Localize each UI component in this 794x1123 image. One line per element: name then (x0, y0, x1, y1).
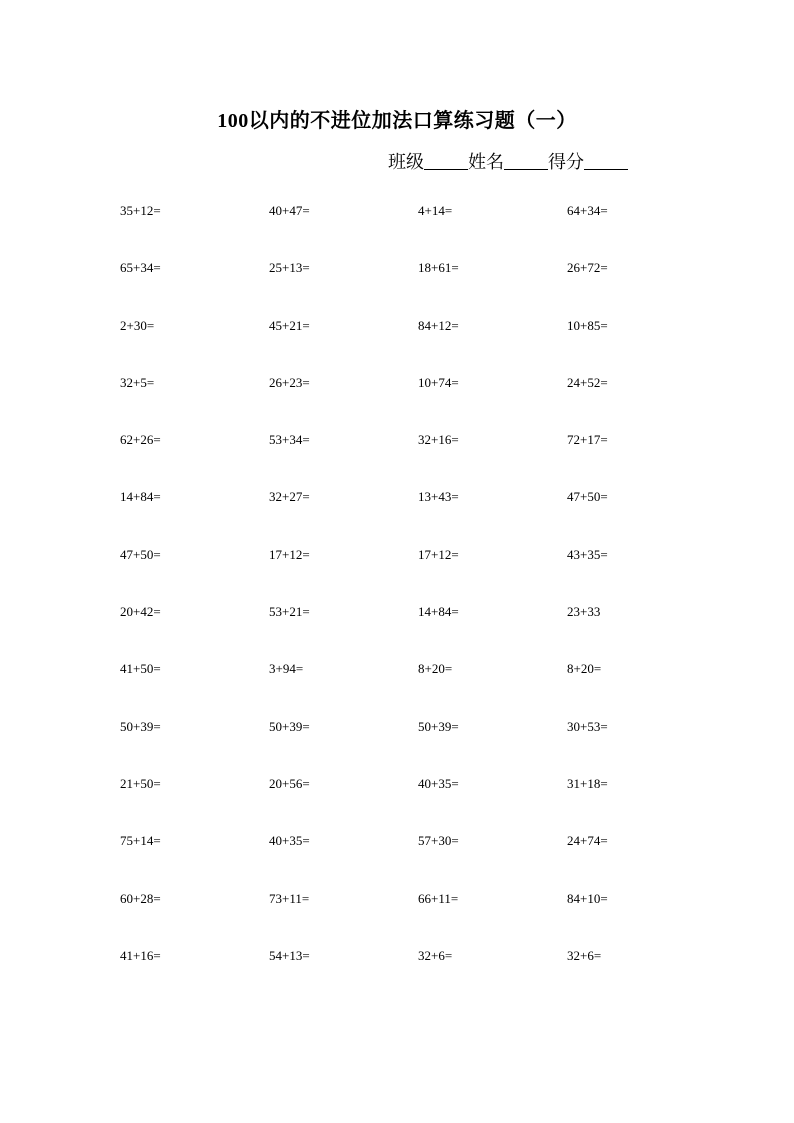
problem-item: 24+52= (567, 374, 608, 390)
problem-item: 66+11= (418, 890, 459, 906)
problem-item: 45+21= (269, 317, 310, 333)
problem-item: 32+6= (567, 947, 602, 963)
problem-item: 72+17= (567, 432, 608, 448)
class-blank (424, 151, 468, 170)
problem-item: 3+94= (269, 661, 304, 677)
problem-item: 62+26= (120, 432, 161, 448)
problem-item: 20+42= (120, 604, 161, 620)
problem-item: 41+50= (120, 661, 161, 677)
problem-item: 10+85= (567, 317, 608, 333)
problem-item: 64+34= (567, 203, 608, 218)
problem-item: 8+20= (418, 661, 453, 677)
problem-item: 54+13= (269, 947, 310, 963)
problem-item: 32+5= (120, 374, 155, 390)
problem-item: 10+74= (418, 374, 459, 390)
problem-item: 84+12= (418, 317, 459, 333)
problem-item: 14+84= (120, 489, 161, 505)
problem-item: 31+18= (567, 775, 608, 791)
problem-item: 47+50= (120, 546, 161, 562)
problem-item: 4+14= (418, 203, 453, 218)
problem-item: 25+13= (269, 260, 310, 276)
problem-item: 32+6= (418, 947, 453, 963)
name-blank (504, 151, 548, 170)
problem-grid (120, 201, 720, 1003)
problem-item: 41+16= (120, 947, 161, 963)
problem-item: 17+12= (418, 546, 459, 562)
problem-item: 17+12= (269, 546, 310, 562)
problem-item: 20+56= (269, 775, 310, 791)
score-label: 得分 (548, 152, 584, 172)
score-blank (584, 151, 628, 170)
problem-item: 50+39= (269, 718, 310, 734)
problem-item: 14+84= (418, 604, 459, 620)
problem-item: 84+10= (567, 890, 608, 906)
problem-item: 32+16= (418, 432, 459, 448)
problem-item: 40+47= (269, 203, 310, 218)
problem-item: 47+50= (567, 489, 608, 505)
name-label: 姓名 (468, 152, 504, 172)
worksheet-title: 100以内的不进位加法口算练习题（一） (217, 110, 577, 132)
problem-item: 23+33 (567, 604, 601, 620)
problem-item: 53+34= (269, 432, 310, 448)
problem-item: 57+30= (418, 833, 459, 849)
problem-item: 75+14= (120, 833, 161, 849)
problem-item: 40+35= (269, 833, 310, 849)
student-info-line (388, 148, 628, 174)
problem-item: 40+35= (418, 775, 459, 791)
problem-item: 26+72= (567, 260, 608, 276)
problem-item: 8+20= (567, 661, 602, 677)
problem-item: 35+12= (120, 203, 161, 218)
problem-item: 60+28= (120, 890, 161, 906)
problem-item: 26+23= (269, 374, 310, 390)
problem-item: 73+11= (269, 890, 310, 906)
problem-item: 65+34= (120, 260, 161, 276)
problem-item: 50+39= (418, 718, 459, 734)
problem-item: 50+39= (120, 718, 161, 734)
problem-item: 30+53= (567, 718, 608, 734)
problem-item: 21+50= (120, 775, 161, 791)
problem-item: 13+43= (418, 489, 459, 505)
problem-item: 18+61= (418, 260, 459, 276)
problem-item: 24+74= (567, 833, 608, 849)
problem-item: 32+27= (269, 489, 310, 505)
problem-item: 2+30= (120, 317, 155, 333)
problem-item: 43+35= (567, 546, 608, 562)
class-label: 班级 (388, 152, 424, 172)
problem-item: 53+21= (269, 604, 310, 620)
